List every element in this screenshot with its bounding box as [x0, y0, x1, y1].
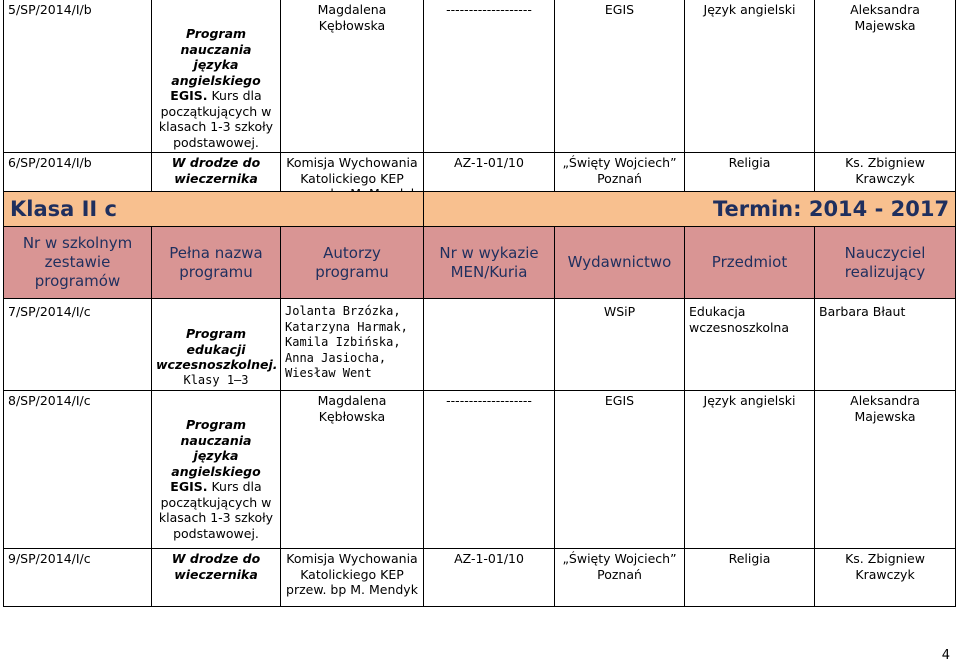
- program-name-cell: [152, 299, 281, 391]
- nauczyciel-cell: Ks. Zbigniew Krawczyk: [815, 549, 956, 607]
- wykaz-cell: AZ-1-01/10: [424, 153, 555, 211]
- program-name-cell: [152, 0, 281, 153]
- program-name-cell: W drodze do wieczernika: [152, 549, 281, 607]
- row-nr: 5/SP/2014/I/b: [4, 0, 152, 153]
- nauczyciel-cell: Ks. Zbigniew Krawczyk: [815, 153, 956, 211]
- program-title-egis: EGIS.: [170, 88, 208, 103]
- row-nr: 9/SP/2014/I/c: [4, 549, 152, 607]
- przedmiot-cell: Edukacja wczesnoszkolna: [685, 299, 815, 391]
- wydawnictwo-cell: EGIS: [555, 0, 685, 153]
- header-autorzy: Autorzy programu: [281, 227, 424, 299]
- autorzy-cell: Jolanta Brzózka, Katarzyna Harmak, Kamila Izbińska, Anna Jasiocha, Wiesław Went: [281, 299, 424, 391]
- wydawnictwo-cell: „Święty Wojciech” Poznań: [555, 549, 685, 607]
- autorzy-cell: Magdalena Kębłowska: [281, 391, 424, 549]
- table-row: [4, 0, 956, 153]
- header-wydawnictwo: Wydawnictwo: [555, 227, 685, 299]
- autorzy-cell: Komisja Wychowania Katolickiego KEP przew. bp M. Mendyk: [281, 549, 424, 607]
- klasa-label: Klasa II c: [4, 192, 424, 227]
- section-band: [4, 192, 956, 227]
- header-nauczyciel: Nauczyciel realizujący: [815, 227, 956, 299]
- wykaz-cell: [424, 299, 555, 391]
- program-extra: Klasy 1–3: [183, 372, 249, 387]
- przedmiot-cell: Język angielski: [685, 0, 815, 153]
- autorzy-cell: Komisja Wychowania Katolickiego KEP: [281, 153, 424, 211]
- program-name-cell: W drodze do wieczernika: [152, 153, 281, 211]
- wydawnictwo-cell: WSiP: [555, 299, 685, 391]
- header-nr: Nr w szkolnym zestawie programów: [4, 227, 152, 299]
- program-desc: Kurs dla początkujących w klasach 1-3 szkoły podstawowej.: [158, 88, 274, 150]
- autorzy-cell: Magdalena Kębłowska: [281, 0, 424, 153]
- header-nazwa: Pełna nazwa programu: [152, 227, 281, 299]
- wydawnictwo-cell: „Święty Wojciech” Poznań: [555, 153, 685, 211]
- przedmiot-cell: Religia: [685, 549, 815, 607]
- row-nr: 8/SP/2014/I/c: [4, 391, 152, 549]
- program-title: Program edukacji wczesnoszkolnej.: [156, 326, 278, 372]
- row-nr: 6/SP/2014/I/b: [4, 153, 152, 211]
- termin-label: Termin: 2014 - 2017: [424, 192, 956, 227]
- header-wykaz: Nr w wykazie MEN/Kuria: [424, 227, 555, 299]
- program-desc: Kurs dla początkujących w klasach 1-3 szkoły podstawowej.: [158, 479, 274, 541]
- nauczyciel-cell: Aleksandra Majewska: [815, 0, 956, 153]
- przedmiot-cell: Język angielski: [685, 391, 815, 549]
- nauczyciel-cell: Aleksandra Majewska: [815, 391, 956, 549]
- przedmiot-cell: Religia: [685, 153, 815, 211]
- table-row: [4, 549, 956, 607]
- row-nr: 7/SP/2014/I/c: [4, 299, 152, 391]
- wydawnictwo-cell: EGIS: [555, 391, 685, 549]
- program-name-cell: [152, 391, 281, 549]
- program-title: Program nauczania języka angielskiego: [171, 26, 261, 88]
- header-przedmiot: Przedmiot: [685, 227, 815, 299]
- nauczyciel-cell: Barbara Błaut: [815, 299, 956, 391]
- wykaz-cell: AZ-1-01/10: [424, 549, 555, 607]
- wykaz-cell: -------------------: [424, 391, 555, 549]
- table-row: [4, 299, 956, 391]
- table-row: [4, 391, 956, 549]
- column-headers: [4, 227, 956, 299]
- program-title: Program nauczania języka angielskiego: [171, 417, 261, 479]
- page-number: 4: [941, 648, 950, 663]
- wykaz-cell: -------------------: [424, 0, 555, 153]
- program-table-upper: [3, 0, 956, 211]
- program-title-egis: EGIS.: [170, 479, 208, 494]
- program-table-klasa-iic: [3, 191, 956, 607]
